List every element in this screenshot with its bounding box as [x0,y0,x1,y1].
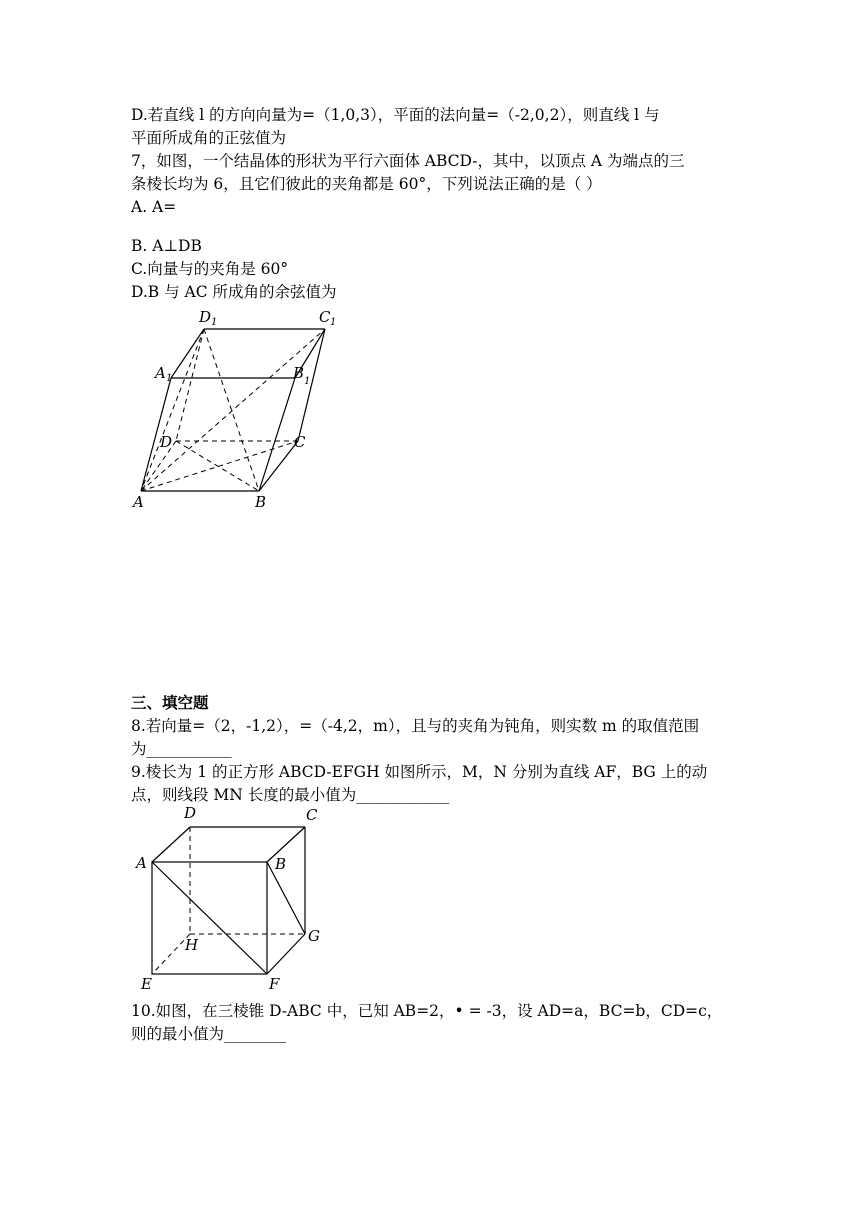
label-a1-sub: 1 [166,373,173,384]
question-7-line: 7，如图，一个结晶体的形状为平行六面体 ABCD-，其中，以顶点 A 为端点的三 [131,152,685,170]
label-c1: C [319,308,331,326]
label-a1: A [155,364,166,382]
cube-figure [125,800,335,995]
text-line: 点，则线段 MN 长度的最小值为____________ [131,786,450,804]
label-c1-sub: 1 [330,317,337,328]
label-c: C [294,433,306,451]
label-g: G [308,927,320,945]
label-b1-sub: 1 [304,376,311,387]
label-d: D [184,804,197,822]
parallelepiped-figure [125,300,355,515]
option-b: B. A⊥DB [131,237,202,255]
text-line: D.若直线 l 的方向向量为=（1,0,3），平面的法向量=（-2,0,2），则直线 l 与 [131,106,660,124]
label-c: C [306,806,318,824]
label-f: F [269,975,280,993]
section-title: 三、填空题 [131,693,209,712]
text-line: 为___________ [131,740,232,758]
label-e: E [141,975,152,993]
question-9-line: 9.棱长为 1 的正方形 ABCD-EFGH 如图所示，M，N 分别为直线 AF，BG 上的动 [131,763,708,781]
text-line: 条棱长均为 6，且它们彼此的夹角都是 60°，下列说法正确的是（ ） [131,175,602,193]
label-d: D [160,433,173,451]
text-line: 则的最小值为________ [131,1025,287,1043]
question-10-line: 10.如图，在三棱锥 D-ABC 中，已知 AB=2，• = -3，设 AD=a，BC=b，CD=c， [131,1002,723,1020]
label-d1: D [199,308,212,326]
label-b: B [255,493,267,511]
label-b: B [275,855,287,873]
label-d1-sub: 1 [211,317,218,328]
label-a: A [136,854,147,872]
option-a: A. A= [131,198,177,216]
option-c: C.向量与的夹角是 60° [131,260,289,278]
question-8-line: 8.若向量=（2，-1,2），=（-4,2，m），且与的夹角为钝角，则实数 m 的取值范围 [131,717,700,735]
text-line: 平面所成角的正弦值为 [131,129,287,147]
label-h: H [185,936,199,954]
label-a: A [133,493,144,511]
label-b1: B [293,364,305,382]
option-d: D.B 与 AC 所成角的余弦值为 [131,283,337,301]
